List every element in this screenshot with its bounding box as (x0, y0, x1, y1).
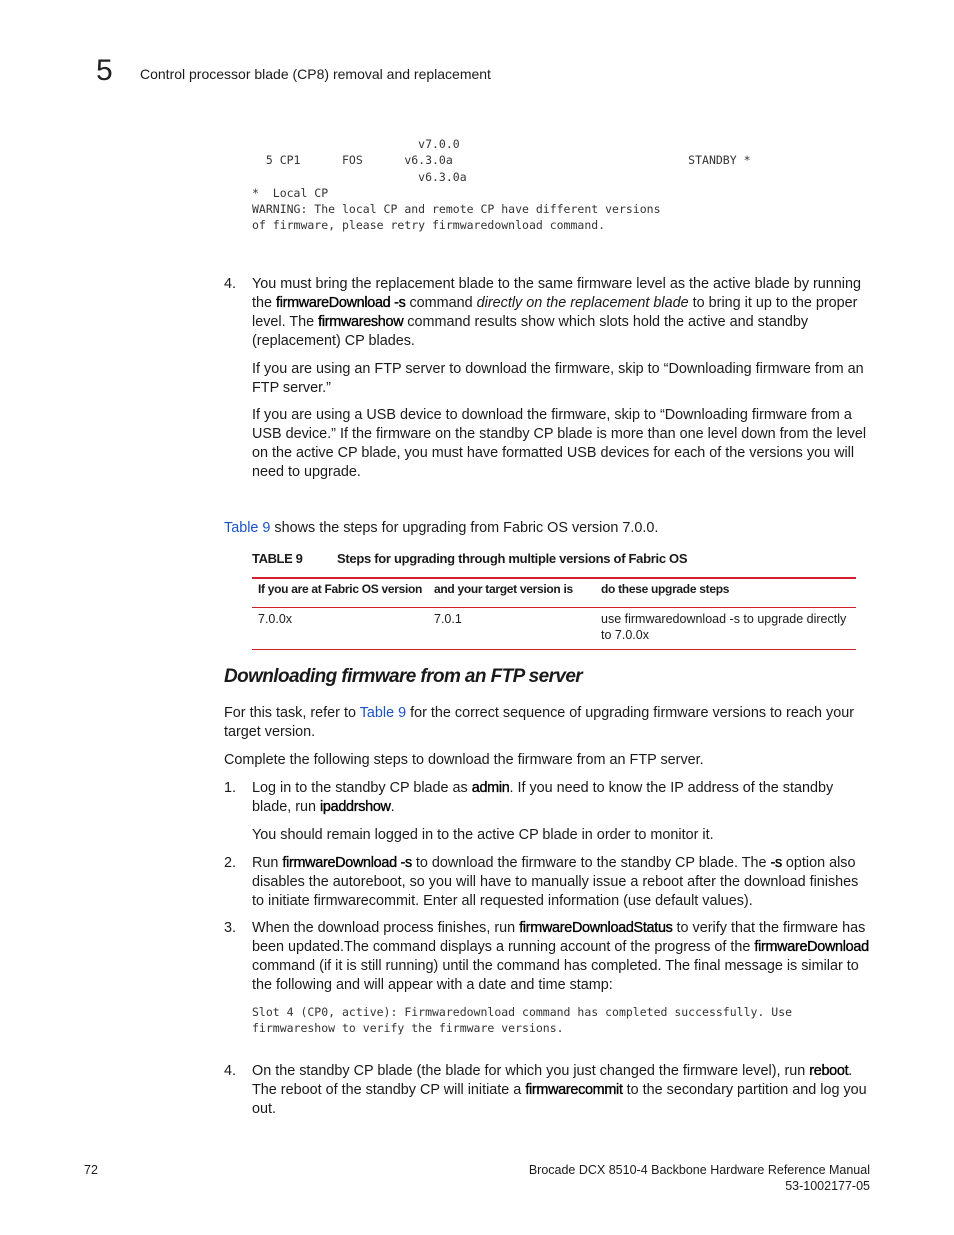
code-line: WARNING: The local CP and remote CP have different versions (252, 202, 661, 217)
code-line: * Local CP (252, 185, 329, 200)
step-4-paragraph: You must bring the replacement blade to the same firmware level as the active blade by running the firmwareDownload -s command directly on the replacement blade to bring it up to the proper level. The firmwareshow command results show which slots hold the active and standby (replacement) CP blades. (252, 276, 862, 349)
code-line: v6.3.0a (252, 169, 467, 184)
step-number: 4. (224, 1063, 237, 1079)
chapter-number: 5 (96, 54, 113, 87)
code-line: of firmware, please retry firmwaredownload command. (252, 218, 606, 233)
step-number: 4. (224, 276, 237, 292)
step-1-paragraph: Log in to the standby CP blade as admin. If you need to know the IP address of the standby blade, run ipaddrshow. (252, 780, 834, 815)
section-steps-intro: Complete the following steps to download the firmware from an FTP server. (224, 752, 704, 768)
chapter-title: Control processor blade (CP8) removal and replacement (140, 66, 491, 82)
command-admin: admin (471, 780, 510, 796)
step-4-usb-note: If you are using a USB device to download the firmware, skip to “Downloading firmware from a USB device.” If the firmware on the standby CP blade is more than one level down from the level on the active CP blade, you must have formatted USB devices for each of the versions you will need to upgrade. (252, 407, 867, 480)
command-firmwareshow: firmwareshow (318, 314, 404, 330)
table-header-cell: and your target version is (434, 582, 573, 596)
command-firmwaredownload: firmwareDownload -s (282, 855, 412, 871)
step-4-reboot-paragraph: On the standby CP blade (the blade for which you just changed the firmware level), run reboot. The reboot of the standby CP will initiate a firmwarecommit to the secondary partition and log you out. (252, 1063, 867, 1117)
command-option-s: -s (770, 855, 782, 871)
table-header-cell: do these upgrade steps (601, 582, 730, 596)
section-heading: Downloading firmware from an FTP server (224, 666, 583, 687)
code-line: 5 CP1 FOS v6.3.0a STANDBY * (252, 153, 751, 168)
table-label: TABLE 9 (252, 551, 303, 566)
table-cell: use firmwaredownload -s to upgrade directly to 7.0.0x (601, 612, 847, 642)
code-block-firmwareshow (252, 136, 751, 234)
code-line: v7.0.0 (252, 137, 460, 151)
step-number: 2. (224, 855, 237, 871)
section-intro: For this task, refer to Table 9 for the correct sequence of upgrading firmware versions to reach your target version. (224, 705, 855, 740)
step-4-ftp-note: If you are using an FTP server to download the firmware, skip to “Downloading firmware from an FTP server.” (252, 361, 864, 396)
command-firmwaredownload: firmwareDownload -s (276, 295, 406, 311)
document-number: 53-1002177-05 (785, 1179, 870, 1193)
table-bottom-rule (252, 649, 856, 650)
code-line: firmwareshow to verify the firmware versions. (252, 1021, 564, 1036)
command-ipaddrshow: ipaddrshow (320, 799, 391, 815)
table-intro: Table 9 shows the steps for upgrading from Fabric OS version 7.0.0. (224, 520, 659, 536)
table-header-rule (252, 607, 856, 608)
code-block-download-status (252, 1004, 792, 1037)
step-number: 3. (224, 920, 237, 936)
command-firmwaredownloadstatus: firmwareDownloadStatus (519, 920, 673, 936)
table-9-link[interactable]: Table 9 (359, 705, 407, 721)
table-top-rule (252, 577, 856, 579)
table-cell: 7.0.0x (258, 612, 293, 626)
step-3-paragraph: When the download process finishes, run firmwareDownloadStatus to verify that the firmware has been updated.The command displays a running account of the progress of the firmwareDownload command (if it is still running) until the command has completed. The final message is similar to the following and will appear with a date and time stamp: (252, 920, 869, 993)
table-header-cell: If you are at Fabric OS version (258, 582, 423, 596)
step-number: 1. (224, 780, 237, 796)
step-1-note: You should remain logged in to the active CP blade in order to monitor it. (252, 827, 714, 843)
command-firmwaredownload: firmwareDownload (754, 939, 869, 955)
command-firmwarecommit: firmwarecommit (525, 1082, 623, 1098)
code-line: Slot 4 (CP0, active): Firmwaredownload command has completed successfully. Use (252, 1005, 793, 1019)
table-cell: 7.0.1 (434, 612, 462, 626)
table-9-link[interactable]: Table 9 (224, 520, 271, 536)
manual-title: Brocade DCX 8510-4 Backbone Hardware Reference Manual (528, 1163, 870, 1177)
step-2-paragraph: Run firmwareDownload -s to download the firmware to the standby CP blade. The -s option also disables the autoreboot, so you will have to manually issue a reboot after the download finishes to initiate firmwarecommit. Enter all requested information (use default values). (252, 855, 859, 909)
table-title: Steps for upgrading through multiple versions of Fabric OS (337, 551, 688, 566)
command-reboot: reboot (809, 1063, 849, 1079)
page-number: 72 (84, 1163, 98, 1177)
